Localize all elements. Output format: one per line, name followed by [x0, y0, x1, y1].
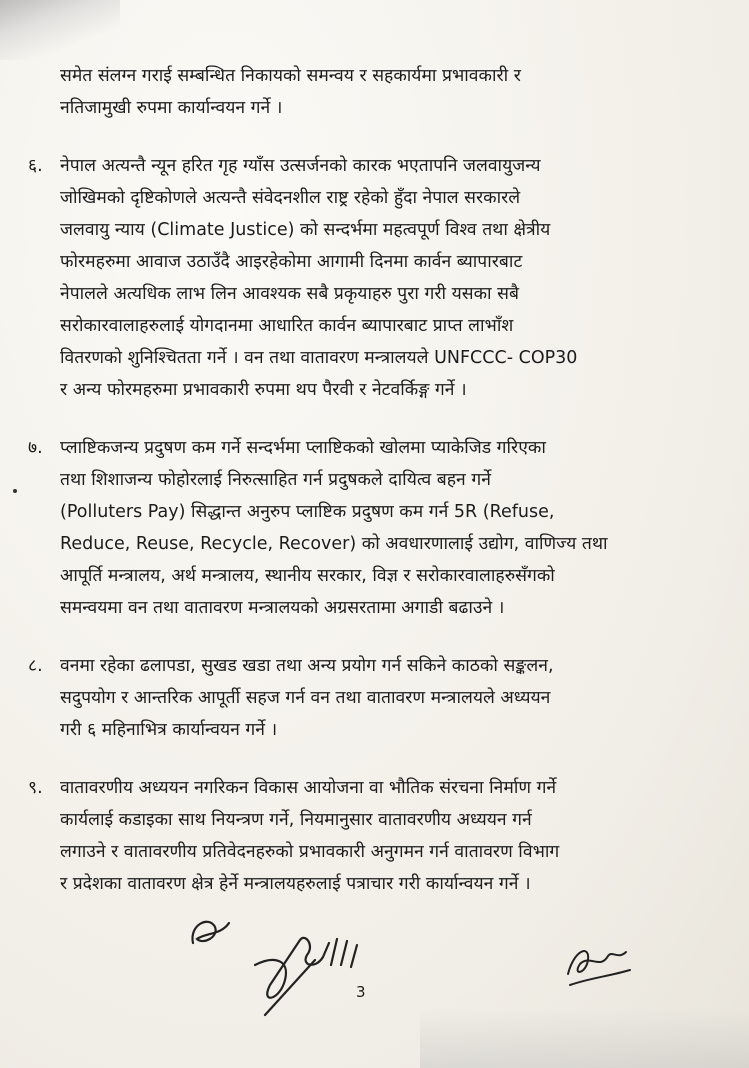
scan-shadow: [0, 0, 120, 60]
text-line: वातावरणीय अध्ययन नगरिकन विकास आयोजना वा भौतिक संरचना निर्माण गर्ने: [60, 778, 557, 798]
page-number: 3: [356, 983, 366, 1001]
intro-paragraph: [28, 60, 718, 124]
list-item-8: [28, 650, 718, 746]
item-number: ६.: [28, 156, 43, 176]
text-line: Reduce, Reuse, Recycle, Recover) को अवधारणालाई उद्योग, वाणिज्य तथा: [60, 534, 608, 554]
item-number: ७.: [28, 438, 43, 458]
text-line: समेत संलग्न गराई सम्बन्धित निकायको समन्वय र सहकार्यमा प्रभावकारी र: [60, 66, 521, 86]
initial-signature: [185, 905, 235, 955]
item-text: [60, 432, 718, 624]
item-number: ८.: [28, 656, 43, 676]
stray-mark: [13, 489, 17, 493]
text-line: सदुपयोग र आन्तरिक आपूर्ती सहज गर्न वन तथा वातावरण मन्त्रालयले अध्ययन: [60, 688, 551, 708]
text-line: (Polluters Pay) सिद्धान्त अनुरुप प्लाष्टिक प्रदुषण कम गर्न 5R (Refuse,: [60, 502, 555, 522]
text-line: समन्वयमा वन तथा वातावरण मन्त्रालयको अग्रसरतामा अगाडी बढाउने ।: [60, 598, 505, 618]
list-item-7: [28, 432, 718, 624]
text-line: र प्रदेशका वातावरण क्षेत्र हेर्ने मन्त्रालयहरुलाई पत्राचार गरी कार्यान्वयन गर्ने ।: [60, 874, 531, 894]
text-line: जलवायु न्याय (Climate Justice) को सन्दर्भमा महत्वपूर्ण विश्व तथा क्षेत्रीय: [60, 220, 551, 240]
signature: [245, 925, 385, 1020]
text-line: गरी ६ महिनाभित्र कार्यान्वयन गर्ने ।: [60, 720, 278, 740]
text-line: प्लाष्टिकजन्य प्रदुषण कम गर्ने सन्दर्भमा प्लाष्टिकको खोलमा प्याकेजिड गरिएका: [60, 438, 546, 458]
text-line: जोखिमको दृष्टिकोणले अत्यन्तै संवेदनशील राष्ट्र रहेको हुँदा नेपाल सरकारले: [60, 188, 521, 208]
item-text: [60, 150, 718, 406]
text-line: वनमा रहेका ढलापडा, सुखड खडा तथा अन्य प्रयोग गर्न सकिने काठको सङ्कलन,: [60, 656, 554, 676]
text-line: तथा शिशाजन्य फोहोरलाई निरुत्साहित गर्न प्रदुषकले दायित्व बहन गर्ने: [60, 470, 491, 490]
signature-right: [560, 930, 640, 990]
text-line: कार्यलाई कडाइका साथ नियन्त्रण गर्ने, नियमानुसार वातावरणीय अध्ययन गर्न: [60, 810, 532, 830]
text-line: र अन्य फोरमहरुमा प्रभावकारी रुपमा थप पैरवी र नेटवर्किङ्ग गर्ने ।: [60, 380, 467, 400]
text-line: वितरणको शुनिश्चितता गर्ने । वन तथा वातावरण मन्त्रालयले UNFCCC- COP30: [60, 348, 578, 368]
text-line: आपूर्ति मन्त्रालय, अर्थ मन्त्रालय, स्थानीय सरकार, विज्ञ र सरोकारवालाहरुसँगको: [60, 566, 555, 586]
document-body: [28, 60, 718, 926]
text-line: लगाउने र वातावरणीय प्रतिवेदनहरुको प्रभावकारी अनुगमन गर्न वातावरण विभाग: [60, 842, 560, 862]
scan-smudge: [420, 1008, 749, 1068]
text-line: सरोकारवालाहरुलाई योगदानमा आधारित कार्वन ब्यापारबाट प्राप्त लाभाँश: [60, 316, 514, 336]
item-text: [60, 650, 718, 746]
text-line: नेपाल अत्यन्तै न्यून हरित गृह ग्याँस उत्सर्जनको कारक भएतापनि जलवायुजन्य: [60, 156, 541, 176]
list-item-6: [28, 150, 718, 406]
text-line: फोरमहरुमा आवाज उठाउँदै आइरहेकोमा आगामी दिनमा कार्वन ब्यापारबाट: [60, 252, 523, 272]
item-number: ९.: [28, 778, 43, 798]
text-line: नतिजामुखी रुपमा कार्यान्वयन गर्ने ।: [60, 98, 283, 118]
text-line: नेपालले अत्यधिक लाभ लिन आवश्यक सबै प्रकृयाहरु पुरा गरी यसका सबै: [60, 284, 519, 304]
list-item-9: [28, 772, 718, 900]
item-text: [60, 772, 718, 900]
